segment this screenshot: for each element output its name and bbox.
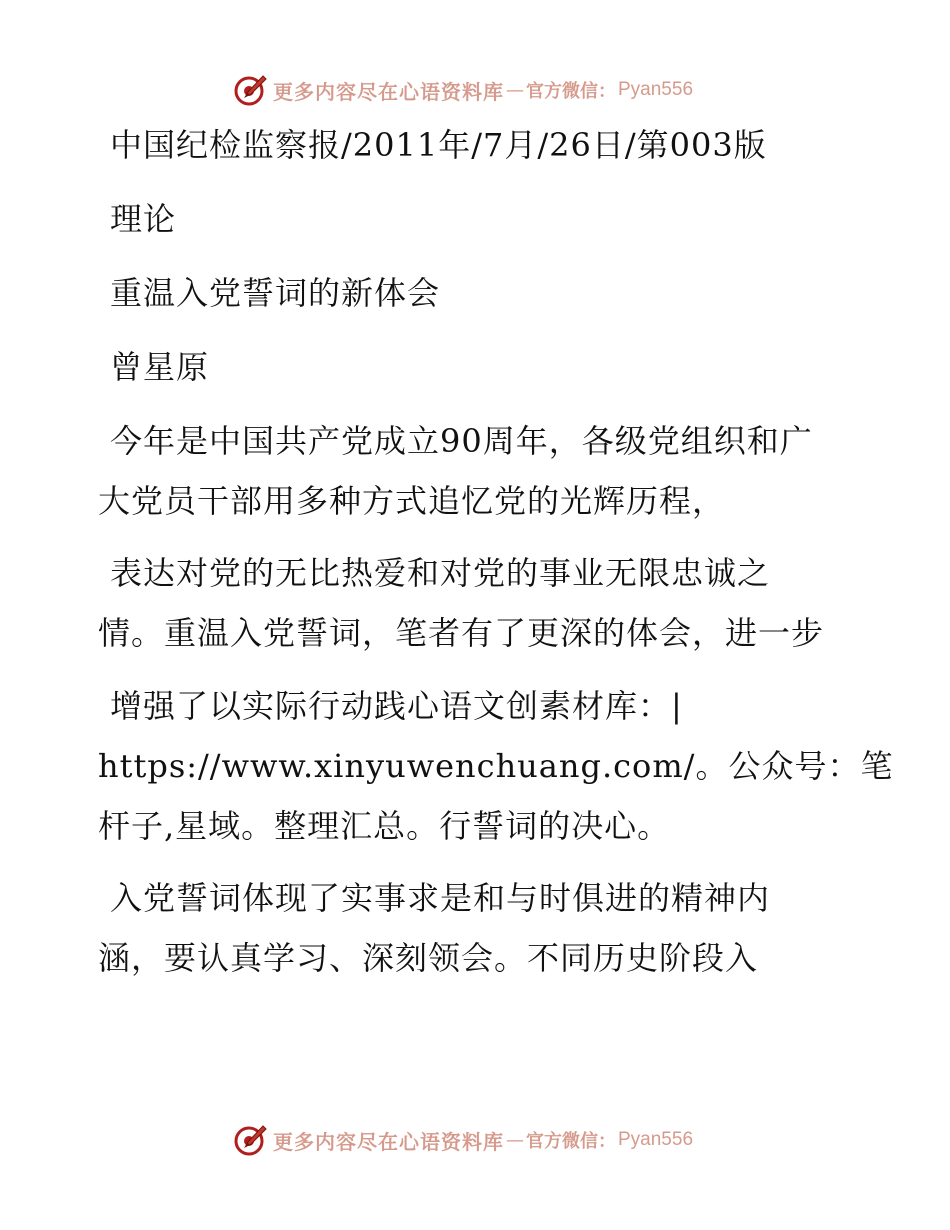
article-title: 重温入党誓词的新体会 [110, 274, 441, 312]
body-line: 大党员干部用多种方式追忆党的光辉历程， [98, 482, 726, 520]
body-line: 今年是中国共产党成立90周年，各级党组织和广 [110, 422, 813, 460]
section-label: 理论 [110, 200, 177, 238]
pen-logo-icon [233, 1123, 267, 1157]
body-line-url: https://www.xinyuwenchuang.com/。公众号：笔 [98, 747, 894, 785]
watermark-wechat-id: Pyan556 [618, 79, 694, 100]
pen-logo-icon [233, 73, 267, 107]
watermark-wechat-id: Pyan556 [618, 1129, 694, 1150]
watermark-separator: — [506, 79, 524, 101]
watermark-separator: — [506, 1129, 524, 1151]
body-line: 涵，要认真学习、深刻领会。不同历史阶段入 [98, 939, 759, 977]
body-line: 杆子,星域。整理汇总。行誓词的决心。 [98, 807, 671, 845]
body-line: 表达对党的无比热爱和对党的事业无限忠诚之 [110, 554, 771, 592]
watermark-wechat-label: 官方微信： [526, 81, 616, 102]
body-line: 增强了以实际行动践心语文创素材库：| [110, 687, 683, 725]
watermark-text: 更多内容尽在心语资料库 [273, 79, 504, 104]
watermark-text: 更多内容尽在心语资料库 [273, 1129, 504, 1154]
body-line: 入党誓词体现了实事求是和与时俱进的精神内 [110, 879, 771, 917]
article-author: 曾星原 [110, 348, 210, 386]
body-line: 情。重温入党誓词，笔者有了更深的体会，进一步 [98, 614, 825, 652]
watermark-banner-top [233, 70, 693, 110]
newspaper-header: 中国纪检监察报/2011年/7月/26日/第003版 [110, 126, 767, 164]
watermark-wechat-label: 官方微信： [526, 1131, 616, 1152]
watermark-banner-bottom [233, 1120, 693, 1160]
